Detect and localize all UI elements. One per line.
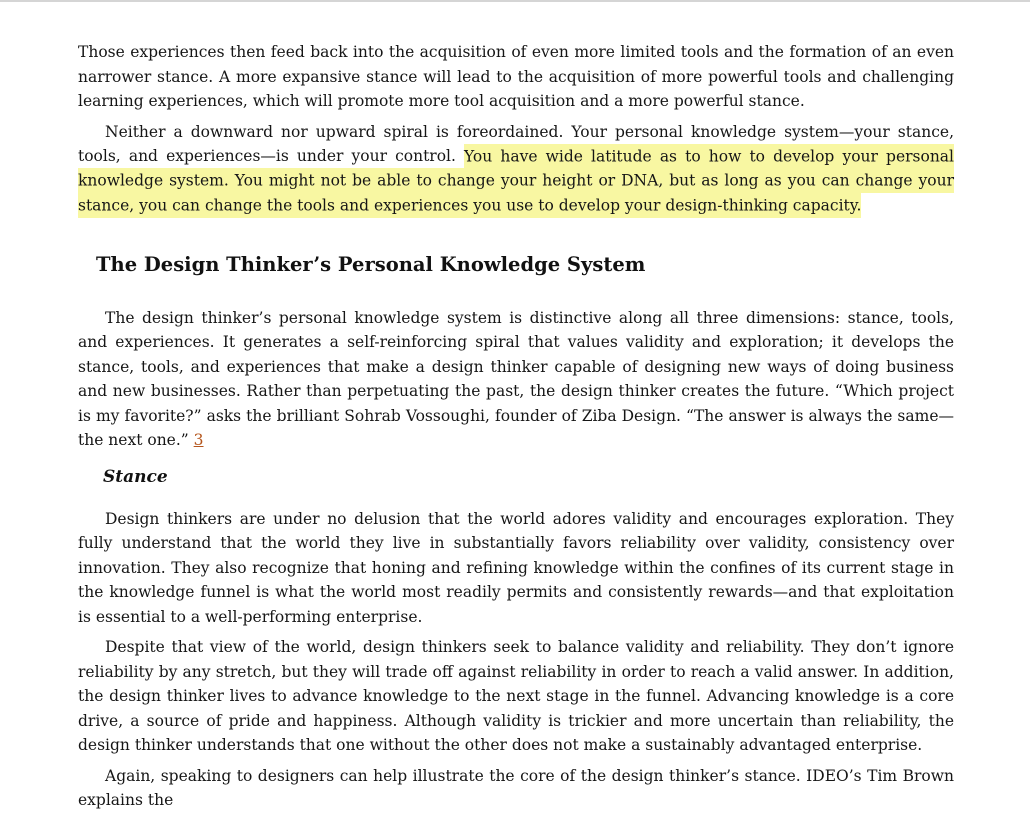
- paragraph-with-highlight: [78, 120, 954, 218]
- footnote-link[interactable]: 3: [193, 431, 204, 449]
- paragraph-continuation: Those experiences then feed back into the acquisition of even more limited tools and the formation of an even narrower stance. A more expansive stance will lead to the acquisition of more powerful tools and challenging learning experiences, which will promote more tool acquisition and a more powerful stance.: [78, 43, 954, 110]
- section-heading: The Design Thinker’s Personal Knowledge System: [96, 252, 646, 276]
- paragraph: Despite that view of the world, design thinkers seek to balance validity and reliability. They don’t ignore reliability by any stretch, but they will trade off against reliability in order to reach a valid answer. In addition, the design thinker lives to advance knowledge to the next stage in the funnel. Advancing knowledge is a core drive, a source of pride and happiness. Although validity is trickier and more uncertain than reliability, the design thinker understands that one without the other does not make a sustainably advantaged enterprise.: [78, 638, 954, 754]
- paragraph-text: Neither a downward nor upward spiral is foreordained. Your personal knowledge system—your stance, tools, and experiences—is under your control.: [78, 122, 954, 165]
- subsection-heading: Stance: [103, 466, 168, 487]
- window-top-edge: [0, 0, 1030, 2]
- book-page-content: [78, 40, 954, 819]
- highlighted-text[interactable]: You have wide latitude as to how to develop your personal knowledge system. You might not be able to change your height or DNA, but as long as you can change your stance, you can change the tools and experiences you use to develop your design-thinking capacity.: [78, 144, 954, 218]
- paragraph-with-footnote: [78, 306, 954, 453]
- paragraph-text: The design thinker’s personal knowledge system is distinctive along all three dimensions: stance, tools, and experiences. It generates a self-reinforcing spiral that values validity and exploration; it develops the stance, tools, and experiences that make a design thinker capable of designing new ways of doing business and new businesses. Rather than perpetuating the past, the design thinker creates the future. “Which project is my favorite?” asks the brilliant Sohrab Vossoughi, founder of Ziba Design. “The answer is always the same—the next one.”: [78, 308, 954, 449]
- paragraph: Design thinkers are under no delusion that the world adores validity and encourages exploration. They fully understand that the world they live in substantially favors reliability over validity, consistency over innovation. They also recognize that honing and refining knowledge within the confines of its current stage in the knowledge funnel is what the world most readily permits and consistently rewards—and that exploitation is essential to a well-performing enterprise.: [78, 509, 954, 626]
- paragraph: Again, speaking to designers can help illustrate the core of the design thinker’s stance. IDEO’s Tim Brown explains the: [78, 766, 954, 809]
